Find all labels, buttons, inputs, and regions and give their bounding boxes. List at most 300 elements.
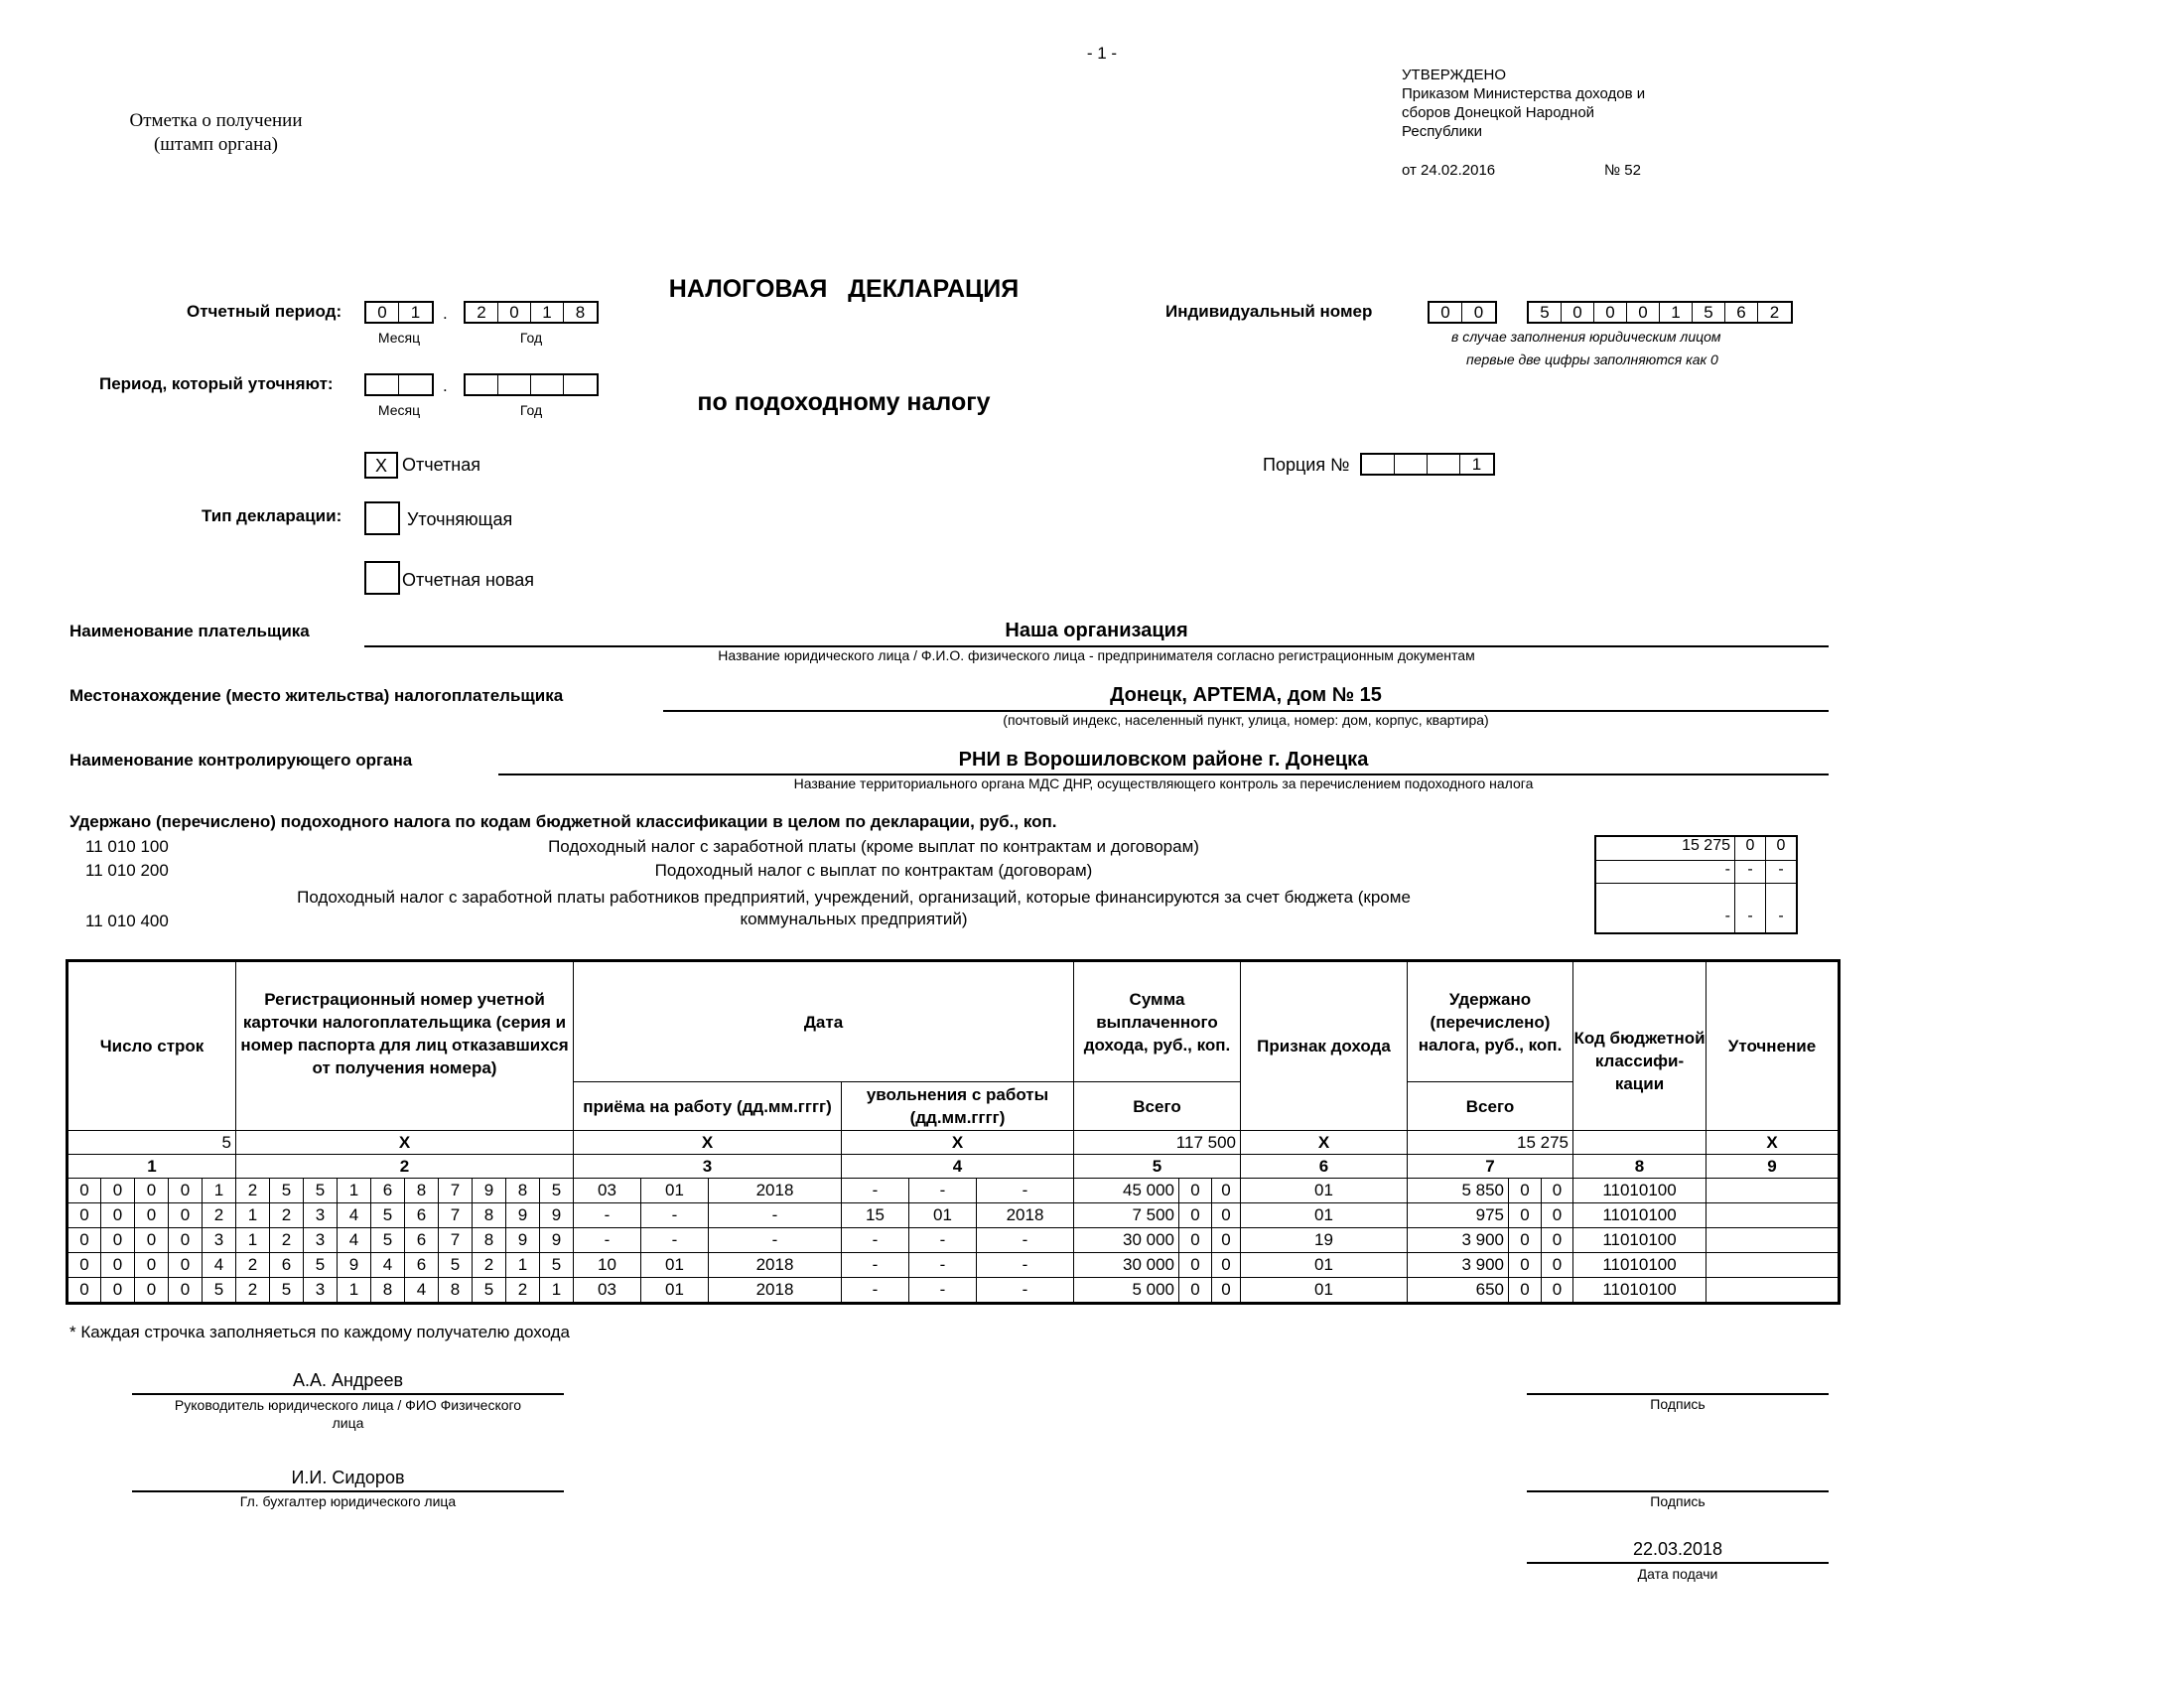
row-number-digit: 0 bbox=[135, 1203, 169, 1228]
total-correction: X bbox=[1706, 1131, 1840, 1155]
sum-rub: 15 275 bbox=[1596, 837, 1735, 860]
reg-number-digit: 7 bbox=[439, 1179, 473, 1203]
digit-cell bbox=[1362, 455, 1395, 474]
reg-number-digit: 1 bbox=[338, 1278, 371, 1304]
column-number: 8 bbox=[1573, 1155, 1706, 1179]
type-option-label: Уточняющая bbox=[407, 509, 513, 529]
table-row bbox=[68, 1179, 1840, 1203]
digit-cell bbox=[531, 375, 564, 394]
reg-number-digit: 3 bbox=[304, 1228, 338, 1253]
period-label: Отчетный период: bbox=[187, 302, 342, 321]
dismiss-date-part: - bbox=[842, 1278, 909, 1304]
reg-number-digit: 5 bbox=[439, 1253, 473, 1278]
budget-code: 11010100 bbox=[1573, 1179, 1706, 1203]
individual-number-label: Индивидуальный номер bbox=[1165, 302, 1373, 321]
reg-number-digit: 8 bbox=[473, 1228, 506, 1253]
period-year-cells[interactable] bbox=[464, 301, 599, 324]
desc-line: Подоходный налог с заработной платы работников предприятий, учреждений, организаций, которые финансируются за счет бюджета (кроме bbox=[297, 888, 1411, 907]
reg-number-digit: 8 bbox=[439, 1278, 473, 1304]
reg-number-digit: 1 bbox=[540, 1278, 574, 1304]
digit-cell bbox=[399, 375, 432, 394]
dismiss-date-part: - bbox=[842, 1228, 909, 1253]
approval-block bbox=[1402, 66, 1645, 141]
total-hire: X bbox=[574, 1131, 842, 1155]
individual-prefix-cells[interactable] bbox=[1428, 301, 1497, 324]
reg-number-digit: 2 bbox=[270, 1228, 304, 1253]
reg-number-digit: 5 bbox=[304, 1253, 338, 1278]
reg-number-digit: 8 bbox=[506, 1179, 540, 1203]
withheld-kop-digit: 0 bbox=[1509, 1253, 1542, 1278]
dismiss-date-part: - bbox=[977, 1228, 1074, 1253]
budget-code: 11 010 200 bbox=[85, 861, 169, 880]
column-number: 2 bbox=[236, 1155, 574, 1179]
digit-cell: 2 bbox=[1769, 303, 1780, 322]
accountant-underline bbox=[132, 1490, 564, 1492]
dismiss-date-part: - bbox=[842, 1179, 909, 1203]
head-signature-line bbox=[1527, 1393, 1829, 1395]
budget-code-desc: Подоходный налог с выплат по контрактам (договорам) bbox=[654, 861, 1093, 880]
reg-number-digit: 3 bbox=[304, 1278, 338, 1304]
digit-cell: 8 bbox=[575, 303, 586, 322]
budget-code: 11010100 bbox=[1573, 1253, 1706, 1278]
sum-row bbox=[1596, 884, 1796, 932]
digit-cell: 0 bbox=[1627, 303, 1660, 322]
total-rows: 5 bbox=[68, 1131, 236, 1155]
sum-kop: 0 bbox=[1776, 837, 1786, 854]
dismiss-date-part: 01 bbox=[909, 1203, 977, 1228]
budget-code: 11010100 bbox=[1573, 1228, 1706, 1253]
withheld-kop-digit: 0 bbox=[1509, 1228, 1542, 1253]
type-option-label: Отчетная новая bbox=[402, 570, 535, 590]
row-number-digit: 0 bbox=[68, 1203, 101, 1228]
approval-line: сборов Донецкой Народной bbox=[1402, 104, 1595, 121]
head-name: А.А. Андреев bbox=[292, 1370, 404, 1390]
head-caption bbox=[132, 1396, 564, 1432]
sum-kop: 0 bbox=[1735, 837, 1766, 860]
correction-cell bbox=[1706, 1203, 1840, 1228]
approval-date: от 24.02.2016 bbox=[1402, 162, 1496, 179]
withheld-amount: 650 bbox=[1408, 1278, 1509, 1304]
reg-number-digit: 6 bbox=[405, 1228, 439, 1253]
stamp-area bbox=[99, 109, 333, 157]
reg-number-digit: 1 bbox=[236, 1203, 270, 1228]
row-number-digit: 0 bbox=[169, 1253, 203, 1278]
portion-label: Порция № bbox=[1263, 455, 1350, 475]
header-withheld: Удержано (перечислено) налога, руб., коп. bbox=[1408, 961, 1573, 1082]
desc-line: коммунальных предприятий) bbox=[740, 910, 968, 928]
dismiss-date-part: - bbox=[909, 1253, 977, 1278]
hire-date-part: 2018 bbox=[709, 1179, 842, 1203]
header-income-sign: Признак дохода bbox=[1241, 961, 1408, 1131]
period-corrected-label: Период, который уточняют: bbox=[99, 374, 334, 393]
location-label: Местонахождение (место жительства) налогоплательщика bbox=[69, 686, 564, 705]
income-sign: 01 bbox=[1241, 1278, 1408, 1304]
total-withheld: 15 275 bbox=[1408, 1131, 1573, 1155]
individual-number-note: первые две цифры заполняются как 0 bbox=[1466, 352, 1718, 367]
paid-amount: 5 000 bbox=[1074, 1278, 1179, 1304]
hire-date-part: 2018 bbox=[709, 1253, 842, 1278]
reg-number-digit: 1 bbox=[338, 1179, 371, 1203]
row-number-digit: 0 bbox=[135, 1228, 169, 1253]
dismiss-date-part: 15 bbox=[842, 1203, 909, 1228]
reg-number-digit: 8 bbox=[371, 1278, 405, 1304]
row-number-digit: 0 bbox=[68, 1278, 101, 1304]
withheld-amount: 975 bbox=[1408, 1203, 1509, 1228]
dismiss-date-part: - bbox=[909, 1278, 977, 1304]
total-reg: X bbox=[236, 1131, 574, 1155]
header-withheld-total: Всего bbox=[1408, 1082, 1573, 1131]
hire-date-part: 01 bbox=[641, 1278, 709, 1304]
withheld-amount: 3 900 bbox=[1408, 1228, 1509, 1253]
income-table bbox=[66, 959, 1841, 1305]
paid-kop-digit: 0 bbox=[1179, 1278, 1212, 1304]
withheld-kop-digit: 0 bbox=[1509, 1179, 1542, 1203]
reg-number-digit: 5 bbox=[540, 1253, 574, 1278]
authority-label: Наименование контролирующего органа bbox=[69, 751, 413, 770]
accountant-name: И.И. Сидоров bbox=[291, 1468, 405, 1487]
sum-row bbox=[1596, 861, 1796, 884]
hire-date-part: 03 bbox=[574, 1278, 641, 1304]
withheld-kop-digit: 0 bbox=[1542, 1228, 1573, 1253]
reg-number-digit: 2 bbox=[270, 1203, 304, 1228]
hire-date-part: - bbox=[641, 1203, 709, 1228]
reg-number-digit: 5 bbox=[473, 1278, 506, 1304]
dismiss-date-part: - bbox=[977, 1179, 1074, 1203]
signature-caption: Подпись bbox=[1650, 1493, 1706, 1509]
digit-cell: 1 bbox=[1660, 303, 1693, 322]
reg-number-digit: 4 bbox=[405, 1278, 439, 1304]
accountant-signature-line bbox=[1527, 1490, 1829, 1492]
row-number-digit: 0 bbox=[68, 1179, 101, 1203]
income-sign: 01 bbox=[1241, 1179, 1408, 1203]
digit-cell bbox=[366, 375, 399, 394]
reg-number-digit: 5 bbox=[270, 1179, 304, 1203]
row-number-digit: 0 bbox=[169, 1203, 203, 1228]
reg-number-digit: 9 bbox=[473, 1179, 506, 1203]
row-number-digit: 3 bbox=[203, 1228, 236, 1253]
row-number-digit: 0 bbox=[169, 1278, 203, 1304]
hire-date-part: 10 bbox=[574, 1253, 641, 1278]
reg-number-digit: 4 bbox=[338, 1203, 371, 1228]
hire-date-part: - bbox=[574, 1228, 641, 1253]
header-hire: приёма на работу (дд.мм.гггг) bbox=[574, 1082, 842, 1131]
reg-number-digit: 2 bbox=[236, 1278, 270, 1304]
income-sign: 19 bbox=[1241, 1228, 1408, 1253]
reg-number-digit: 2 bbox=[236, 1253, 270, 1278]
header-dismiss: увольнения с работы (дд.мм.гггг) bbox=[842, 1082, 1074, 1131]
stamp-line: Отметка о получении bbox=[129, 110, 303, 131]
head-underline bbox=[132, 1393, 564, 1395]
sum-rub: - bbox=[1596, 884, 1735, 932]
caption-line: Руководитель юридического лица / ФИО Физического bbox=[174, 1397, 522, 1413]
paid-amount: 30 000 bbox=[1074, 1228, 1179, 1253]
row-number-digit: 0 bbox=[135, 1253, 169, 1278]
type-reporting-checkbox[interactable]: X bbox=[364, 452, 398, 479]
correction-cell bbox=[1706, 1278, 1840, 1304]
paid-amount: 7 500 bbox=[1074, 1203, 1179, 1228]
type-new-reporting-checkbox[interactable] bbox=[364, 561, 400, 595]
page-number: - 1 - bbox=[1086, 44, 1118, 63]
type-option-label: Отчетная bbox=[402, 455, 480, 475]
reg-number-digit: 9 bbox=[506, 1203, 540, 1228]
corrected-year-cells[interactable] bbox=[464, 373, 599, 396]
dismiss-date-part: 2018 bbox=[977, 1203, 1074, 1228]
digit-cell: 0 bbox=[1562, 303, 1594, 322]
digit-cell bbox=[1428, 455, 1460, 474]
reg-number-digit: 3 bbox=[304, 1203, 338, 1228]
column-numbers-row bbox=[68, 1155, 1840, 1179]
correction-cell bbox=[1706, 1228, 1840, 1253]
reg-number-digit: 2 bbox=[236, 1179, 270, 1203]
dismiss-date-part: - bbox=[977, 1253, 1074, 1278]
paid-amount: 45 000 bbox=[1074, 1179, 1179, 1203]
column-number: 9 bbox=[1706, 1155, 1840, 1179]
period-month-cells[interactable] bbox=[364, 301, 434, 324]
table-row bbox=[68, 1203, 1840, 1228]
digit-cell: 0 bbox=[1473, 303, 1484, 322]
correction-cell bbox=[1706, 1253, 1840, 1278]
reg-number-digit: 2 bbox=[473, 1253, 506, 1278]
digit-cell bbox=[466, 375, 498, 394]
row-number-digit: 0 bbox=[101, 1278, 135, 1304]
individual-number-cells[interactable] bbox=[1527, 301, 1793, 324]
budget-code-desc: Подоходный налог с заработной платы (кроме выплат по контрактам и договорам) bbox=[548, 837, 1199, 856]
payer-caption: Название юридического лица / Ф.И.О. физического лица - предпринимателя согласно регистрационным документам bbox=[718, 647, 1475, 663]
header-correction: Уточнение bbox=[1706, 961, 1840, 1131]
column-number: 6 bbox=[1241, 1155, 1408, 1179]
paid-kop-digit: 0 bbox=[1212, 1203, 1241, 1228]
reg-number-digit: 6 bbox=[270, 1253, 304, 1278]
sum-kop: - bbox=[1778, 908, 1784, 924]
reg-number-digit: 9 bbox=[506, 1228, 540, 1253]
location-caption: (почтовый индекс, населенный пункт, улица, номер: дом, корпус, квартира) bbox=[1003, 712, 1489, 728]
reg-number-digit: 9 bbox=[540, 1203, 574, 1228]
location-value: Донецк, АРТЕМА, дом № 15 bbox=[1110, 684, 1382, 706]
title-line2: по подоходному налогу bbox=[697, 388, 991, 416]
digit-cell: 2 bbox=[466, 303, 498, 322]
payer-label: Наименование плательщика bbox=[69, 622, 310, 640]
withheld-amount: 3 900 bbox=[1408, 1253, 1509, 1278]
withheld-kop-digit: 0 bbox=[1542, 1253, 1573, 1278]
total-dismiss: X bbox=[842, 1131, 1074, 1155]
page-title bbox=[635, 195, 1052, 459]
withheld-sum-box bbox=[1594, 835, 1798, 934]
budget-code: 11 010 100 bbox=[85, 837, 169, 856]
hire-date-part: - bbox=[709, 1228, 842, 1253]
authority-value: РНИ в Ворошиловском районе г. Донецка bbox=[958, 749, 1369, 771]
digit-cell: 6 bbox=[1725, 303, 1758, 322]
hire-date-part: - bbox=[641, 1228, 709, 1253]
approval-title: УТВЕРЖДЕНО bbox=[1402, 67, 1507, 83]
year-caption: Год bbox=[519, 330, 543, 346]
title-line1: НАЛОГОВАЯ ДЕКЛАРАЦИЯ bbox=[668, 275, 1020, 303]
paid-kop-digit: 0 bbox=[1179, 1253, 1212, 1278]
row-number-digit: 1 bbox=[203, 1179, 236, 1203]
individual-number-note: в случае заполнения юридическим лицом bbox=[1451, 329, 1721, 345]
row-number-digit: 4 bbox=[203, 1253, 236, 1278]
row-number-digit: 0 bbox=[135, 1179, 169, 1203]
paid-kop-digit: 0 bbox=[1179, 1203, 1212, 1228]
withheld-amount: 5 850 bbox=[1408, 1179, 1509, 1203]
dismiss-date-part: - bbox=[977, 1278, 1074, 1304]
digit-cell bbox=[1395, 455, 1428, 474]
digit-cell: 0 bbox=[1594, 303, 1627, 322]
reg-number-digit: 9 bbox=[540, 1228, 574, 1253]
digit-cell: 1 bbox=[531, 303, 564, 322]
header-rows-count: Число строк bbox=[68, 961, 236, 1131]
corrected-month-cells[interactable] bbox=[364, 373, 434, 396]
declaration-type-label: Тип декларации: bbox=[202, 506, 342, 525]
sum-rub: - bbox=[1596, 861, 1735, 883]
paid-kop-digit: 0 bbox=[1212, 1253, 1241, 1278]
row-number-digit: 2 bbox=[203, 1203, 236, 1228]
withheld-kop-digit: 0 bbox=[1542, 1203, 1573, 1228]
row-number-digit: 0 bbox=[68, 1253, 101, 1278]
reg-number-digit: 5 bbox=[304, 1179, 338, 1203]
reg-number-digit: 4 bbox=[338, 1228, 371, 1253]
dismiss-date-part: - bbox=[909, 1228, 977, 1253]
reg-number-digit: 8 bbox=[473, 1203, 506, 1228]
income-sign: 01 bbox=[1241, 1203, 1408, 1228]
header-date: Дата bbox=[574, 961, 1074, 1082]
reg-number-digit: 5 bbox=[540, 1179, 574, 1203]
reg-number-digit: 5 bbox=[371, 1203, 405, 1228]
type-corrective-checkbox[interactable] bbox=[364, 501, 400, 535]
column-number: 1 bbox=[68, 1155, 236, 1179]
budget-code-desc bbox=[199, 887, 1509, 930]
reg-number-digit: 6 bbox=[405, 1253, 439, 1278]
reg-number-digit: 2 bbox=[506, 1278, 540, 1304]
row-number-digit: 0 bbox=[135, 1278, 169, 1304]
sum-kop: - bbox=[1735, 861, 1766, 883]
row-number-digit: 0 bbox=[101, 1228, 135, 1253]
table-row bbox=[68, 1278, 1840, 1304]
footnote: * Каждая строчка заполняеться по каждому получателю дохода bbox=[69, 1323, 571, 1341]
row-number-digit: 0 bbox=[169, 1228, 203, 1253]
dismiss-date-part: - bbox=[842, 1253, 909, 1278]
payer-value: Наша организация bbox=[1005, 620, 1188, 641]
header-paid-total: Всего bbox=[1074, 1082, 1241, 1131]
total-budget-code bbox=[1573, 1131, 1706, 1155]
table-row bbox=[68, 1228, 1840, 1253]
digit-cell bbox=[564, 375, 597, 394]
reg-number-digit: 7 bbox=[439, 1228, 473, 1253]
approval-line: Республики bbox=[1402, 123, 1482, 140]
withheld-kop-digit: 0 bbox=[1509, 1278, 1542, 1304]
reg-number-digit: 1 bbox=[236, 1228, 270, 1253]
sum-kop: - bbox=[1778, 861, 1784, 878]
paid-kop-digit: 0 bbox=[1212, 1228, 1241, 1253]
period-dot: . bbox=[443, 304, 448, 323]
reg-number-digit: 8 bbox=[405, 1179, 439, 1203]
column-number: 3 bbox=[574, 1155, 842, 1179]
digit-cell: 1 bbox=[1471, 455, 1482, 474]
reg-number-digit: 9 bbox=[338, 1253, 371, 1278]
portion-cells[interactable] bbox=[1360, 453, 1495, 476]
hire-date-part: 01 bbox=[641, 1253, 709, 1278]
paid-kop-digit: 0 bbox=[1179, 1228, 1212, 1253]
total-sign: X bbox=[1241, 1131, 1408, 1155]
month-caption: Месяц bbox=[377, 330, 421, 346]
signature-caption: Подпись bbox=[1650, 1396, 1706, 1412]
row-number-digit: 0 bbox=[68, 1228, 101, 1253]
budget-code: 11010100 bbox=[1573, 1278, 1706, 1304]
submit-date-underline bbox=[1527, 1562, 1829, 1564]
digit-cell: 5 bbox=[1693, 303, 1725, 322]
authority-caption: Название территориального органа МДС ДНР, осуществляющего контроль за перечислением подоходного налога bbox=[793, 775, 1534, 791]
income-sign: 01 bbox=[1241, 1253, 1408, 1278]
paid-kop-digit: 0 bbox=[1212, 1179, 1241, 1203]
row-number-digit: 5 bbox=[203, 1278, 236, 1304]
header-reg-number: Регистрационный номер учетной карточки налогоплательщика (серия и номер паспорта для лиц отказавшихся от получения номера) bbox=[236, 961, 574, 1131]
month-caption: Месяц bbox=[377, 402, 421, 418]
digit-cell: 0 bbox=[1430, 303, 1462, 322]
digit-cell bbox=[498, 375, 531, 394]
hire-date-part: 2018 bbox=[709, 1278, 842, 1304]
header-paid: Сумма выплаченного дохода, руб., коп. bbox=[1074, 961, 1241, 1082]
digit-cell: 1 bbox=[410, 303, 421, 322]
approval-number: № 52 bbox=[1604, 162, 1641, 179]
reg-number-digit: 4 bbox=[371, 1253, 405, 1278]
budget-code: 11010100 bbox=[1573, 1203, 1706, 1228]
reg-number-digit: 5 bbox=[270, 1278, 304, 1304]
period-dot: . bbox=[443, 376, 448, 395]
row-number-digit: 0 bbox=[101, 1179, 135, 1203]
caption-line: лица bbox=[332, 1415, 364, 1431]
withheld-kop-digit: 0 bbox=[1509, 1203, 1542, 1228]
sum-kop: - bbox=[1735, 884, 1766, 932]
withheld-kop-digit: 0 bbox=[1542, 1179, 1573, 1203]
reg-number-digit: 6 bbox=[405, 1203, 439, 1228]
column-number: 4 bbox=[842, 1155, 1074, 1179]
sum-row bbox=[1596, 837, 1796, 861]
hire-date-part: - bbox=[574, 1203, 641, 1228]
correction-cell bbox=[1706, 1179, 1840, 1203]
reg-number-digit: 7 bbox=[439, 1203, 473, 1228]
reg-number-digit: 1 bbox=[506, 1253, 540, 1278]
column-number: 7 bbox=[1408, 1155, 1573, 1179]
stamp-line: (штамп органа) bbox=[153, 134, 279, 155]
paid-amount: 30 000 bbox=[1074, 1253, 1179, 1278]
digit-cell: 0 bbox=[366, 303, 399, 322]
accountant-caption: Гл. бухгалтер юридического лица bbox=[239, 1493, 457, 1509]
hire-date-part: 03 bbox=[574, 1179, 641, 1203]
digit-cell: 0 bbox=[498, 303, 531, 322]
digit-cell: 5 bbox=[1529, 303, 1562, 322]
dismiss-date-part: - bbox=[909, 1179, 977, 1203]
row-number-digit: 0 bbox=[101, 1203, 135, 1228]
reg-number-digit: 6 bbox=[371, 1179, 405, 1203]
table-row bbox=[68, 1253, 1840, 1278]
reg-number-digit: 5 bbox=[371, 1228, 405, 1253]
paid-kop-digit: 0 bbox=[1179, 1179, 1212, 1203]
approval-line: Приказом Министерства доходов и bbox=[1402, 85, 1646, 102]
budget-code: 11 010 400 bbox=[85, 912, 169, 930]
row-number-digit: 0 bbox=[169, 1179, 203, 1203]
column-number: 5 bbox=[1074, 1155, 1241, 1179]
withheld-heading: Удержано (перечислено) подоходного налога по кодам бюджетной классификации в целом по декларации, руб., коп. bbox=[69, 812, 1057, 831]
year-caption: Год bbox=[519, 402, 543, 418]
header-budget-code: Код бюджетной классифи-кации bbox=[1573, 961, 1706, 1131]
submit-date: 22.03.2018 bbox=[1632, 1539, 1723, 1559]
total-paid: 117 500 bbox=[1074, 1131, 1241, 1155]
row-number-digit: 0 bbox=[101, 1253, 135, 1278]
hire-date-part: 01 bbox=[641, 1179, 709, 1203]
paid-kop-digit: 0 bbox=[1212, 1278, 1241, 1304]
hire-date-part: - bbox=[709, 1203, 842, 1228]
submit-date-caption: Дата подачи bbox=[1637, 1566, 1718, 1582]
withheld-kop-digit: 0 bbox=[1542, 1278, 1573, 1304]
